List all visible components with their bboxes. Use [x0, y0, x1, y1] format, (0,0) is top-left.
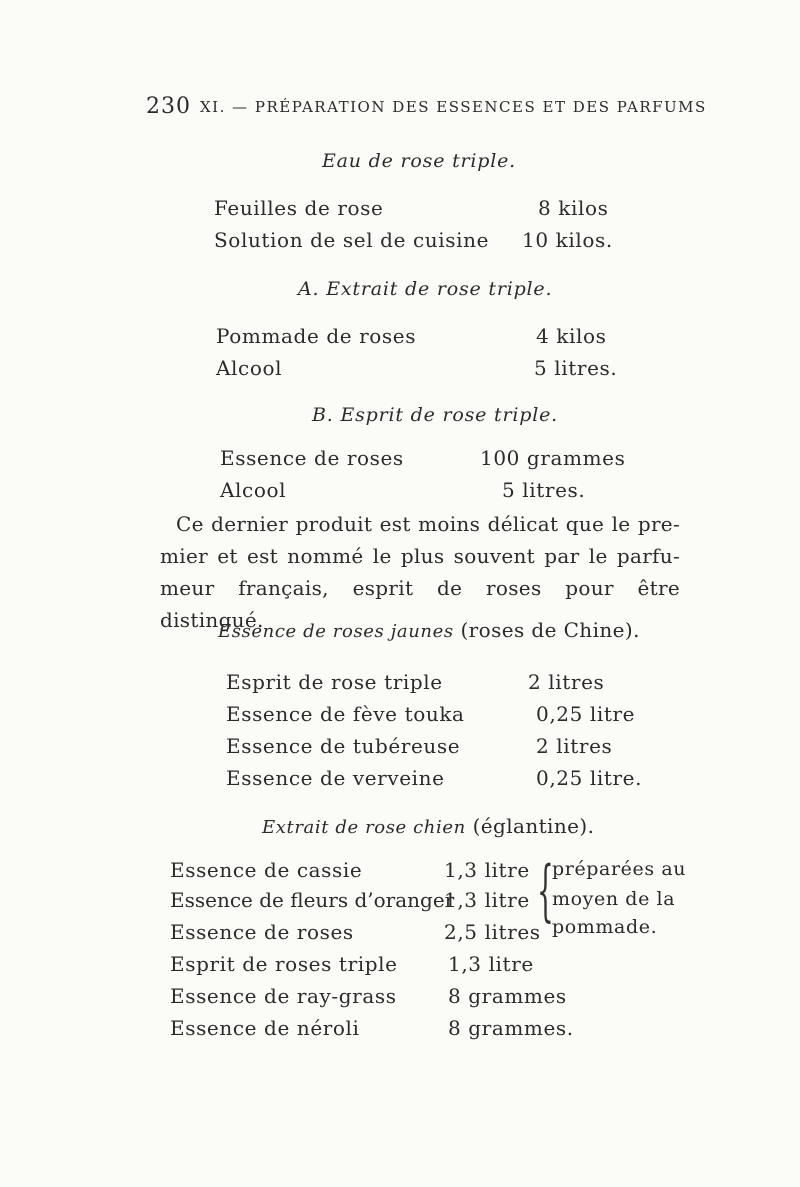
ingredient-quantity: 10 kilos. — [522, 228, 613, 252]
section-title-esprit-rose-triple: B. Esprit de rose triple. — [312, 404, 558, 426]
ingredient-quantity: 4 kilos — [536, 324, 607, 348]
ingredient-quantity: 5 litres. — [502, 478, 586, 502]
ingredient-quantity: 2 litres — [528, 670, 605, 694]
section-title-italic: Extrait de rose chien — [262, 817, 466, 838]
section-title-plain: (roses de Chine). — [460, 618, 640, 642]
ingredient-quantity: 0,25 litre. — [536, 766, 643, 790]
ingredient-quantity: 2,5 litres — [444, 920, 541, 944]
ingredient-quantity: 5 litres. — [534, 356, 618, 380]
ingredient-name: Essence de fleurs d’oranger — [170, 888, 455, 912]
ingredient-quantity: 2 litres — [536, 734, 613, 758]
ingredient-name: Essence de roses — [220, 446, 404, 470]
section-title-extrait-rose-triple: A. Extrait de rose triple. — [298, 278, 553, 300]
ingredient-name: Solution de sel de cuisine — [214, 228, 490, 252]
ingredient-name: Esprit de roses triple — [170, 952, 398, 976]
page-number: 230 — [146, 94, 191, 119]
running-title: XI. — PRÉPARATION DES ESSENCES ET DES PARFUMS — [200, 98, 707, 116]
ingredient-quantity: 1,3 litre — [444, 858, 530, 882]
ingredient-name: Esprit de rose triple — [226, 670, 443, 694]
ingredient-name: Alcool — [220, 478, 287, 502]
ingredient-name: Alcool — [216, 356, 283, 380]
ingredient-name: Pommade de roses — [216, 324, 417, 348]
side-note-line: moyen de la — [552, 888, 676, 910]
ingredient-name: Essence de cassie — [170, 858, 363, 882]
side-note-line: préparées au — [552, 858, 687, 880]
ingredient-quantity: 1,3 litre — [448, 952, 534, 976]
ingredient-quantity: 0,25 litre — [536, 702, 636, 726]
ingredient-quantity: 8 kilos — [538, 196, 609, 220]
ingredient-name: Essence de tubéreuse — [226, 734, 461, 758]
ingredient-quantity: 8 grammes — [448, 984, 567, 1008]
ingredient-quantity: 1,3 litre — [444, 888, 530, 912]
ingredient-name: Essence de ray-grass — [170, 984, 397, 1008]
paragraph-line: Ce dernier produit est moins délicat que le pre- — [176, 512, 680, 536]
ingredient-name: Essence de fève touka — [226, 702, 465, 726]
section-title-essence-roses-jaunes — [218, 618, 640, 642]
section-title-plain: (églantine). — [472, 814, 595, 838]
side-note-line: pommade. — [552, 916, 658, 938]
paragraph-line: mier et est nommé le plus souvent par le parfu- — [160, 544, 680, 568]
ingredient-quantity: 8 grammes. — [448, 1016, 574, 1040]
paragraph-line: meur français, esprit de roses pour être distingué. — [160, 576, 680, 632]
ingredient-name: Essence de roses — [170, 920, 354, 944]
section-title-extrait-rose-chien — [262, 814, 594, 838]
curly-brace-icon: { — [537, 852, 554, 929]
section-title-eau-rose-triple: Eau de rose triple. — [322, 150, 516, 172]
ingredient-quantity: 100 grammes — [480, 446, 626, 470]
ingredient-name: Essence de verveine — [226, 766, 445, 790]
ingredient-name: Feuilles de rose — [214, 196, 384, 220]
body-paragraph — [160, 508, 680, 636]
ingredient-name: Essence de néroli — [170, 1016, 360, 1040]
section-title-italic: Essence de roses jaunes — [218, 621, 454, 642]
